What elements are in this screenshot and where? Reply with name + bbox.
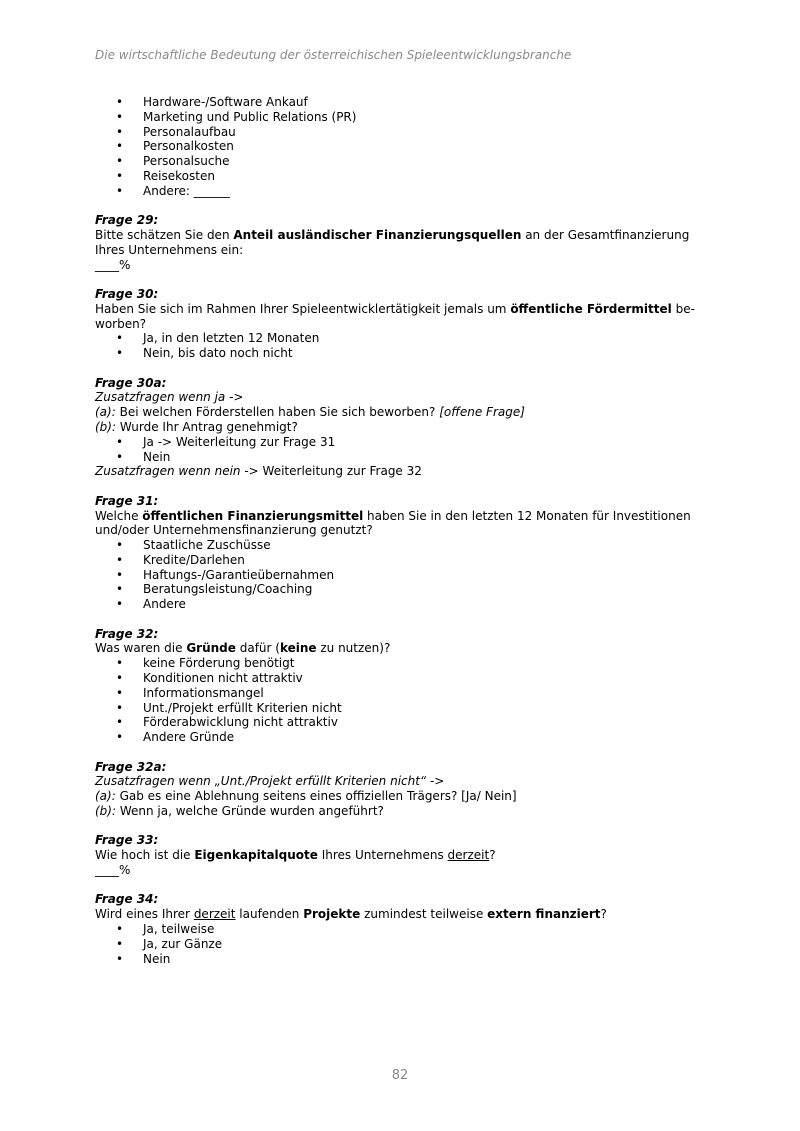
running-header: Die wirtschaftliche Bedeutung der österreichischen Spieleentwicklungsbranche <box>95 48 572 62</box>
question-30a <box>95 376 707 480</box>
text-run: ? <box>600 907 607 922</box>
question-heading: Frage 30a: <box>95 375 167 390</box>
text-run: be- <box>671 301 695 316</box>
top-option-list <box>95 95 707 199</box>
list-item: • Personalsuche <box>95 154 707 169</box>
text-run: Was waren die <box>95 641 187 656</box>
list-item: • Kredite/Darlehen <box>95 553 707 568</box>
list-item: • Staatliche Zuschüsse <box>95 538 707 553</box>
text-run: Wurde Ihr Antrag genehmigt? <box>116 419 298 434</box>
bold-term: keine <box>279 641 317 656</box>
bold-term: Projekte <box>303 907 361 922</box>
list-item: • Hardware-/Software Ankauf <box>95 95 707 110</box>
list-item: • Reisekosten <box>95 169 707 184</box>
list-item: • Förderabwicklung nicht attraktiv <box>95 715 707 730</box>
conditional-note <box>95 464 707 479</box>
text-run: an der Gesamtfinanzierung Ihres Unternehmens ein: <box>95 227 690 257</box>
question-text <box>95 509 707 539</box>
bold-term: Eigenkapitalquote <box>194 848 318 863</box>
text-run: Bitte schätzen Sie den <box>95 227 234 242</box>
list-item: • Informationsmangel <box>95 686 707 701</box>
list-item: • Andere: ______ <box>95 184 707 199</box>
option-list <box>95 435 707 465</box>
sub-label: (a): <box>95 789 116 804</box>
list-item: • Unt./Projekt erfüllt Kriterien nicht <box>95 701 707 716</box>
bold-term: extern finanziert <box>487 907 601 922</box>
question-text <box>95 302 707 317</box>
question-33 <box>95 833 707 877</box>
list-item: • Haftungs-/Garantieübernahmen <box>95 568 707 583</box>
text-run: Wird eines Ihrer <box>95 907 194 922</box>
question-31 <box>95 494 707 612</box>
list-item: • Ja, in den letzten 12 Monaten <box>95 331 707 346</box>
question-heading: Frage 32: <box>95 626 159 641</box>
question-32a <box>95 760 707 819</box>
sub-question-a <box>95 789 707 804</box>
conditional-note: Zusatzfragen wenn ja -> <box>95 390 244 405</box>
question-text <box>95 228 707 258</box>
bold-term: Gründe <box>186 641 236 656</box>
underlined-term: derzeit <box>447 848 490 863</box>
list-item: • Ja, teilweise <box>95 922 707 937</box>
question-32 <box>95 627 707 745</box>
question-text <box>95 907 707 922</box>
sub-question-b <box>95 804 707 819</box>
text-run: Zusatzfragen wenn „Unt./Projekt erfüllt Kriterien nicht“ <box>95 774 427 789</box>
question-text <box>95 848 707 863</box>
bold-term: öffentliche Fördermittel <box>510 301 672 316</box>
text-run: -> Weiterleitung zur Frage 32 <box>240 464 422 479</box>
sub-label: (b): <box>95 419 117 434</box>
list-item: • Personalkosten <box>95 139 707 154</box>
text-run: laufenden <box>235 907 304 922</box>
list-item: • Ja, zur Gänze <box>95 937 707 952</box>
question-text <box>95 641 707 656</box>
text-run: Wenn ja, welche Gründe wurden angeführt? <box>116 804 384 819</box>
question-heading: Frage 30: <box>95 286 159 301</box>
text-run: zumindest teilweise <box>360 907 488 922</box>
conditional-note <box>95 774 707 789</box>
note: [offene Frage] <box>439 405 525 420</box>
bold-term: öffentlichen Finanzierungsmittel <box>142 508 364 523</box>
option-list <box>95 331 707 361</box>
list-item: • Nein <box>95 450 707 465</box>
text-run: Welche <box>95 508 143 523</box>
list-item: • Marketing und Public Relations (PR) <box>95 110 707 125</box>
list-item: • Beratungsleistung/Coaching <box>95 582 707 597</box>
question-30 <box>95 287 707 361</box>
question-text-continued: worben? <box>95 316 147 331</box>
page-content <box>95 95 707 966</box>
text-run: Gab es eine Ablehnung seitens eines offiziellen Trägers? [Ja/ Nein] <box>115 789 517 804</box>
text-run: Wie hoch ist die <box>95 848 195 863</box>
text-run: haben Sie in den letzten 12 Monaten für Investitionen und/oder Unternehmensfinanzierung genutzt? <box>95 508 691 538</box>
text-run: dafür ( <box>235 641 280 656</box>
list-item: • Konditionen nicht attraktiv <box>95 671 707 686</box>
text-run: -> <box>426 774 445 789</box>
question-heading: Frage 31: <box>95 493 159 508</box>
option-list <box>95 538 707 612</box>
underlined-term: derzeit <box>193 907 236 922</box>
list-item: • Nein <box>95 952 707 967</box>
question-heading: Frage 34: <box>95 892 159 907</box>
text-run: Bei welchen Förderstellen haben Sie sich beworben? <box>115 405 440 420</box>
text-run: Zusatzfragen wenn nein <box>95 464 241 479</box>
option-list <box>95 656 707 745</box>
text-run: zu nutzen)? <box>316 641 391 656</box>
sub-question-a <box>95 405 707 420</box>
text-run: Ihres Unternehmens <box>317 848 448 863</box>
option-list <box>95 922 707 966</box>
list-item: • Andere Gründe <box>95 730 707 745</box>
question-34 <box>95 892 707 966</box>
question-heading: Frage 32a: <box>95 759 167 774</box>
text-run: ? <box>489 848 496 863</box>
sub-label: (b): <box>95 804 117 819</box>
sub-label: (a): <box>95 405 116 420</box>
question-29 <box>95 213 707 272</box>
list-item: • Andere <box>95 597 707 612</box>
list-item: • Ja -> Weiterleitung zur Frage 31 <box>95 435 707 450</box>
page-number: 82 <box>391 1068 409 1083</box>
question-heading: Frage 33: <box>95 833 159 848</box>
answer-blank: ____% <box>95 863 131 878</box>
list-item: • keine Förderung benötigt <box>95 656 707 671</box>
list-item: • Nein, bis dato noch nicht <box>95 346 707 361</box>
text-run: Haben Sie sich im Rahmen Ihrer Spieleentwicklertätigkeit jemals um <box>95 301 511 316</box>
bold-term: Anteil ausländischer Finanzierungsquellen <box>233 227 522 242</box>
sub-question-b <box>95 420 707 435</box>
question-heading: Frage 29: <box>95 213 159 228</box>
list-item: • Personalaufbau <box>95 125 707 140</box>
answer-blank: ____% <box>95 257 131 272</box>
